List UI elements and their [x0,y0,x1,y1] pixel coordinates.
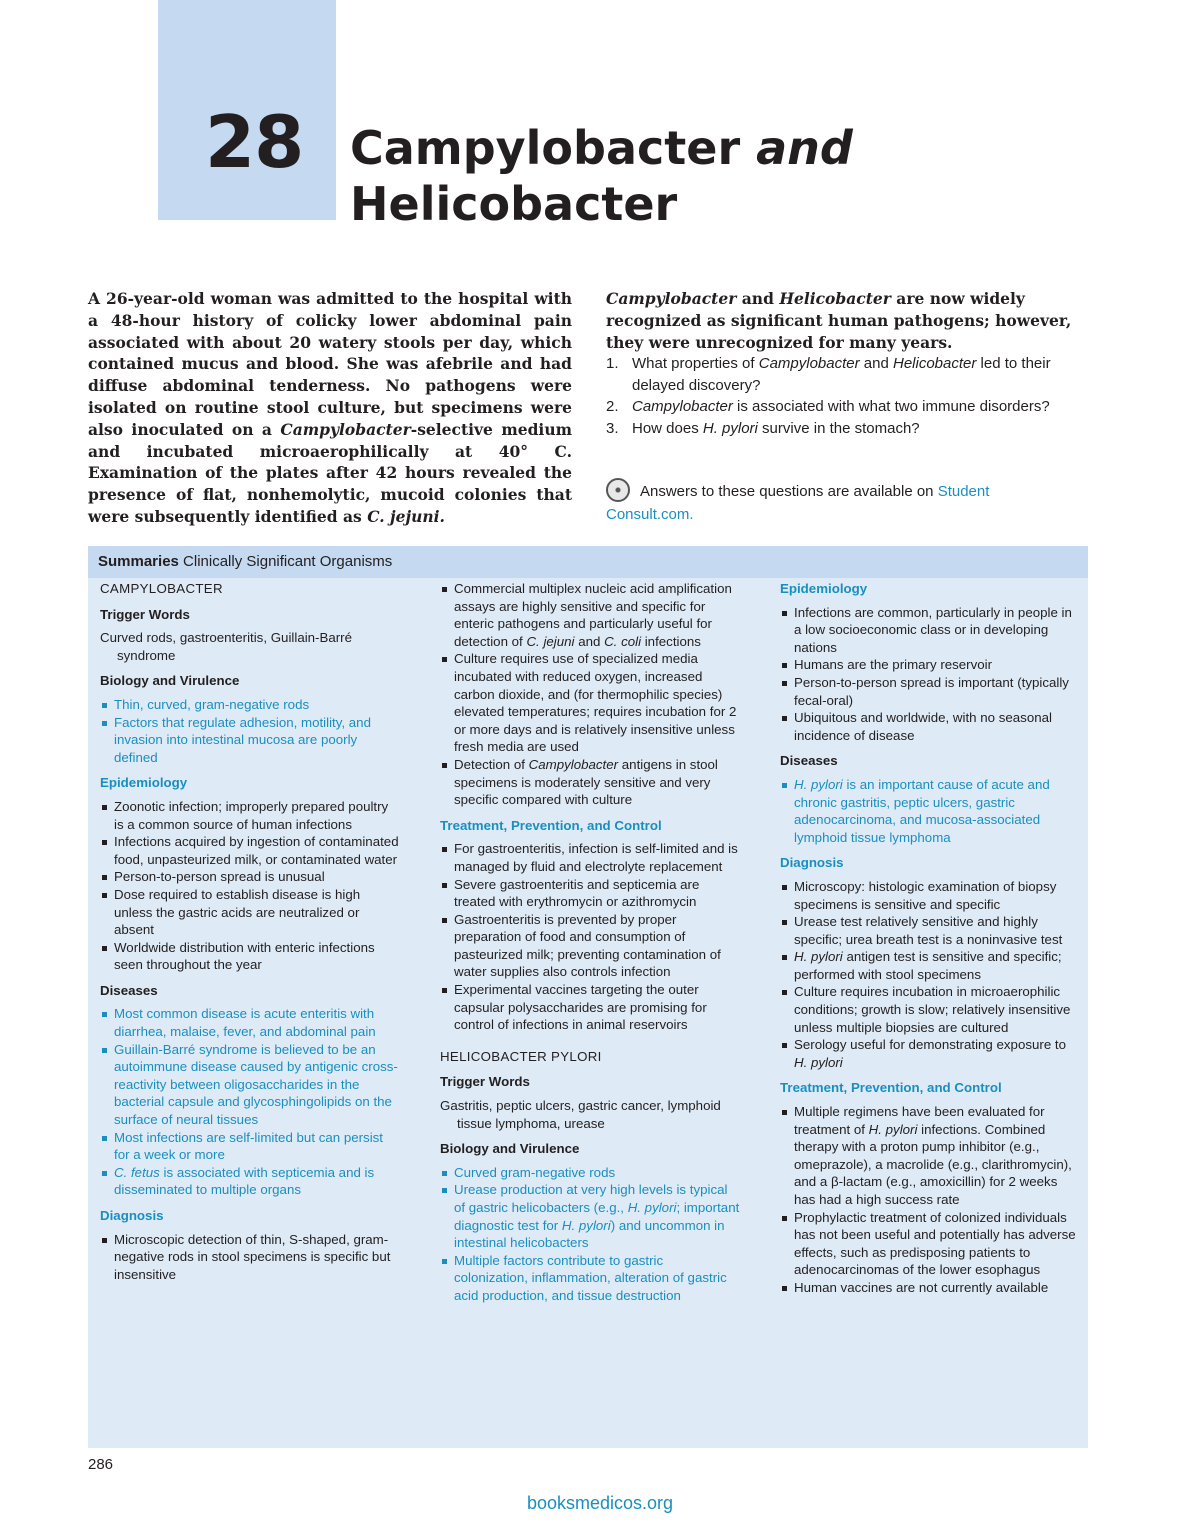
list-item-italic: H. pylori [868,1121,918,1137]
q1-b: Campylobacter [758,355,860,373]
list-item-italic: H. pylori [794,776,843,792]
list-item [780,1103,1076,1209]
bullet-list [440,580,740,809]
question-list [606,353,1090,439]
trigger-words: Gastritis, peptic ulcers, gastric cancer, lymphoid tissue lymphoma, urease [440,1098,721,1131]
summary-box [88,546,1088,1448]
list-item [440,1181,740,1251]
organism-heading: HELICOBACTER PYLORI [440,1048,602,1064]
case-text-1: A 26-year-old woman was admitted to the hospital with a 48-hour history of colicky lower abdominal pain associated with about 20 watery stools per day, which contained mucus and blood. She was afebrile and had diffuse abdominal tenderness. No pathogens were isolated on routine stool culture, but specimens were also inoculated on a [88,289,572,439]
q3-number: 3. [606,419,619,437]
chapter-number: 28 [205,100,304,184]
list-item: Culture requires use of specialized media incubated with reduced oxygen, increased carbon dioxide, and (for thermophilic species) elevated temperatures; requires incubation for 2 or more days and is relatively insensitive unless fresh media are used [440,650,740,756]
q3-b: H. pylori [702,419,758,437]
list-item [780,776,1076,846]
list-item: Guillain-Barré syndrome is believed to be an autoimmune disease caused by antigenic cross-reactivity between oligosaccharides in the bacterial capsule and glycosphingolipids on the surface of neural tissues [100,1041,400,1129]
list-item-text: ; important diagnostic test for [454,1200,740,1233]
list-item: Infections are common, particularly in people in a low socioeconomic class or in developing nations [780,604,1076,657]
q1-a: What properties of [632,355,759,373]
chapter-title-part1: Campylobacter [350,121,741,175]
organism-heading: CAMPYLOBACTER [100,581,223,596]
bullet-list [440,1164,740,1305]
list-item-text: Commercial multiplex nucleic acid amplification assays are highly sensitive and specific for enteric pathogens and particularly useful for detection of [454,581,732,649]
list-item: Zoonotic infection; improperly prepared poultry is a common source of human infections [100,798,400,833]
list-item: Infections acquired by ingestion of contaminated food, unpasteurized milk, or contaminated water [100,833,400,868]
list-item [440,756,740,809]
case-study [88,288,572,528]
section-heading: Epidemiology [780,581,868,596]
list-item: Most infections are self-limited but can persist for a week or more [100,1129,400,1164]
q1-number: 1. [606,355,619,373]
list-item: Microscopy: histologic examination of biopsy specimens is sensitive and specific [780,878,1076,913]
section-heading: Diseases [100,982,158,998]
section-heading: Diagnosis [780,855,844,871]
list-item-text: infections. Combined therapy with a proton pump inhibitor (e.g., omeprazole), a macrolide (e.g., clarithromycin), and a β-lactam (e.g., amoxicillin) for 2 weeks has had a high success rate [794,1121,1072,1207]
q2-b: is associated with what two immune disorders? [732,398,1050,416]
list-item-text: Detection of [454,756,529,772]
list-item: Gastroenteritis is prevented by proper preparation of food and consumption of pasteurized milk; preventing contamination of water supplies also controls infection [440,911,740,981]
list-item: Humans are the primary reservoir [780,656,1076,674]
list-item: Severe gastroenteritis and septicemia are treated with erythromycin or azithromycin [440,876,740,911]
bullet-list [780,1103,1076,1297]
footer-link[interactable]: booksmedicos.org [526,1493,674,1513]
section-heading: Treatment, Prevention, and Control [780,1080,1002,1096]
bullet-list [780,776,1076,846]
list-item-text: infections [641,633,701,649]
bullet-list [780,604,1076,745]
list-item-italic: C. fetus [114,1164,160,1180]
intro-a1: Campylobacter [606,289,737,308]
case-italic-2: C. jejuni. [367,506,445,526]
bullet-list [100,1005,400,1199]
list-item: Culture requires incubation in microaerophilic conditions; growth is slow; relatively insensitive unless multiple biopsies are cultured [780,983,1076,1036]
bullet-list [100,1231,400,1284]
case-italic-1: Campylobacter [280,419,411,439]
list-item: Worldwide distribution with enteric infections seen throughout the year [100,939,400,974]
list-item: Curved gram-negative rods [440,1164,740,1182]
bullet-list [440,840,740,1034]
page-number: 286 [88,1456,114,1473]
q1-c: and [859,355,893,373]
list-item-italic: H. pylori [794,949,843,965]
section-heading: Diseases [780,753,838,769]
chapter-title-and: and [756,121,853,175]
trigger-words: Curved rods, gastroenteritis, Guillain-Barré syndrome [100,630,353,663]
list-item [780,948,1076,983]
intro-section [606,288,1090,439]
section-heading: Treatment, Prevention, and Control [440,817,662,833]
list-item: For gastroenteritis, infection is self-limited and is managed by fluid and electrolyte replacement [440,840,740,875]
list-item-text: is associated with septicemia and is disseminated to multiple organs [114,1164,375,1198]
list-item: Dose required to establish disease is high unless the gastric acids are neutralized or absent [100,886,400,939]
list-item-italic: Campylobacter [528,756,619,772]
list-item-italic: H. pylori [794,1054,843,1070]
q2-a: Campylobacter [632,398,733,416]
list-item: Human vaccines are not currently available [780,1279,1076,1297]
list-item: Prophylactic treatment of colonized individuals has not been useful and potentially has adverse effects, such as predisposing patients to adenocarcinomas of the lower esophagus [780,1209,1076,1279]
list-item: Person-to-person spread is important (typically fecal-oral) [780,674,1076,709]
q2-number: 2. [606,398,619,416]
section-heading: Biology and Virulence [100,673,240,689]
answers-note [606,480,1066,525]
list-item: Experimental vaccines targeting the outer capsular polysaccharides are promising for control of infections in animal reservoirs [440,981,740,1034]
list-item: Thin, curved, gram-negative rods [100,696,400,714]
summary-header-rest: Clinically Significant Organisms [178,553,393,570]
intro-lead [606,288,1090,353]
list-item: Microscopic detection of thin, S-shaped, gram-negative rods in stool specimens is specific but insensitive [100,1231,400,1284]
list-item: Person-to-person spread is unusual [100,868,400,886]
list-item-italic: C. coli [604,633,642,649]
list-item-text: is an important cause of acute and chronic gastritis, peptic ulcers, gastric adenocarcinoma, and mucosa-associated lymphoid tissue lymphoma [794,776,1050,845]
summary-column-2 [440,580,740,1305]
section-heading: Epidemiology [100,775,188,791]
intro-a2: and [736,289,780,308]
answers-text: Answers to these questions are available on [640,482,938,500]
list-item: Ubiquitous and worldwide, with no seasonal incidence of disease [780,709,1076,744]
question-3 [606,418,1090,440]
list-item: Multiple factors contribute to gastric colonization, inflammation, alteration of gastric acid production, and tissue destruction [440,1252,740,1305]
list-item-italic: H. pylori [561,1217,611,1233]
intro-a4: are now widely recognized as significant human pathogens; however, they were unrecognized for many years. [606,289,1072,352]
list-item [100,1164,400,1199]
summary-column-3 [780,580,1076,1297]
list-item-text: Multiple regimens have been evaluated for treatment of [794,1104,1045,1137]
chapter-title [350,120,853,232]
list-item-text: Urease production at very high levels is typical of gastric helicobacters (e.g., [454,1182,728,1215]
list-item-text: ) and uncommon in intestinal helicobacters [454,1217,725,1251]
question-2 [606,396,1090,418]
section-heading: Biology and Virulence [440,1141,580,1157]
bullet-list [100,696,400,766]
q3-a: How does [632,419,703,437]
section-heading: Trigger Words [100,606,190,622]
list-item-italic: C. jejuni [526,633,575,649]
list-item [440,580,740,650]
q3-c: survive in the stomach? [757,419,920,437]
question-1 [606,353,1090,396]
q1-d: Helicobacter [893,355,977,373]
disc-icon [606,478,630,502]
list-item: Urease test relatively sensitive and highly specific; urea breath test is a noninvasive test [780,913,1076,948]
summary-header [88,546,1088,578]
list-item-italic: H. pylori [627,1200,677,1215]
list-item: Most common disease is acute enteritis with diarrhea, malaise, fever, and abdominal pain [100,1005,400,1040]
list-item [780,1036,1076,1071]
section-heading: Diagnosis [100,1208,164,1223]
bullet-list [100,798,400,974]
list-item: Factors that regulate adhesion, motility, and invasion into intestinal mucosa are poorly defined [100,714,400,767]
case-text-2: -selective medium and incubated microaerophilically at 40° C. Examination of the plates after 42 hours revealed the presence of flat, nonhemolytic, mucoid colonies that were subsequently identified as [88,419,572,526]
summary-header-bold: Summaries [98,553,179,570]
chapter-title-part2: Helicobacter [350,177,678,231]
list-item-text: antigens in stool specimens is moderately sensitive and very specific compared with culture [454,756,718,808]
summary-column-1 [100,580,400,1283]
bullet-list [780,878,1076,1072]
student-consult-link[interactable]: Student Consult.com. [606,482,990,523]
section-heading: Trigger Words [440,1074,530,1090]
q1-e: led to their delayed discovery? [632,355,1051,394]
list-item-text: and [574,633,605,649]
list-item-text: Serology useful for demonstrating exposure to [794,1037,1067,1053]
list-item-text: antigen test is sensitive and specific; performed with stool specimens [794,949,1062,982]
intro-a3: Helicobacter [779,289,891,308]
